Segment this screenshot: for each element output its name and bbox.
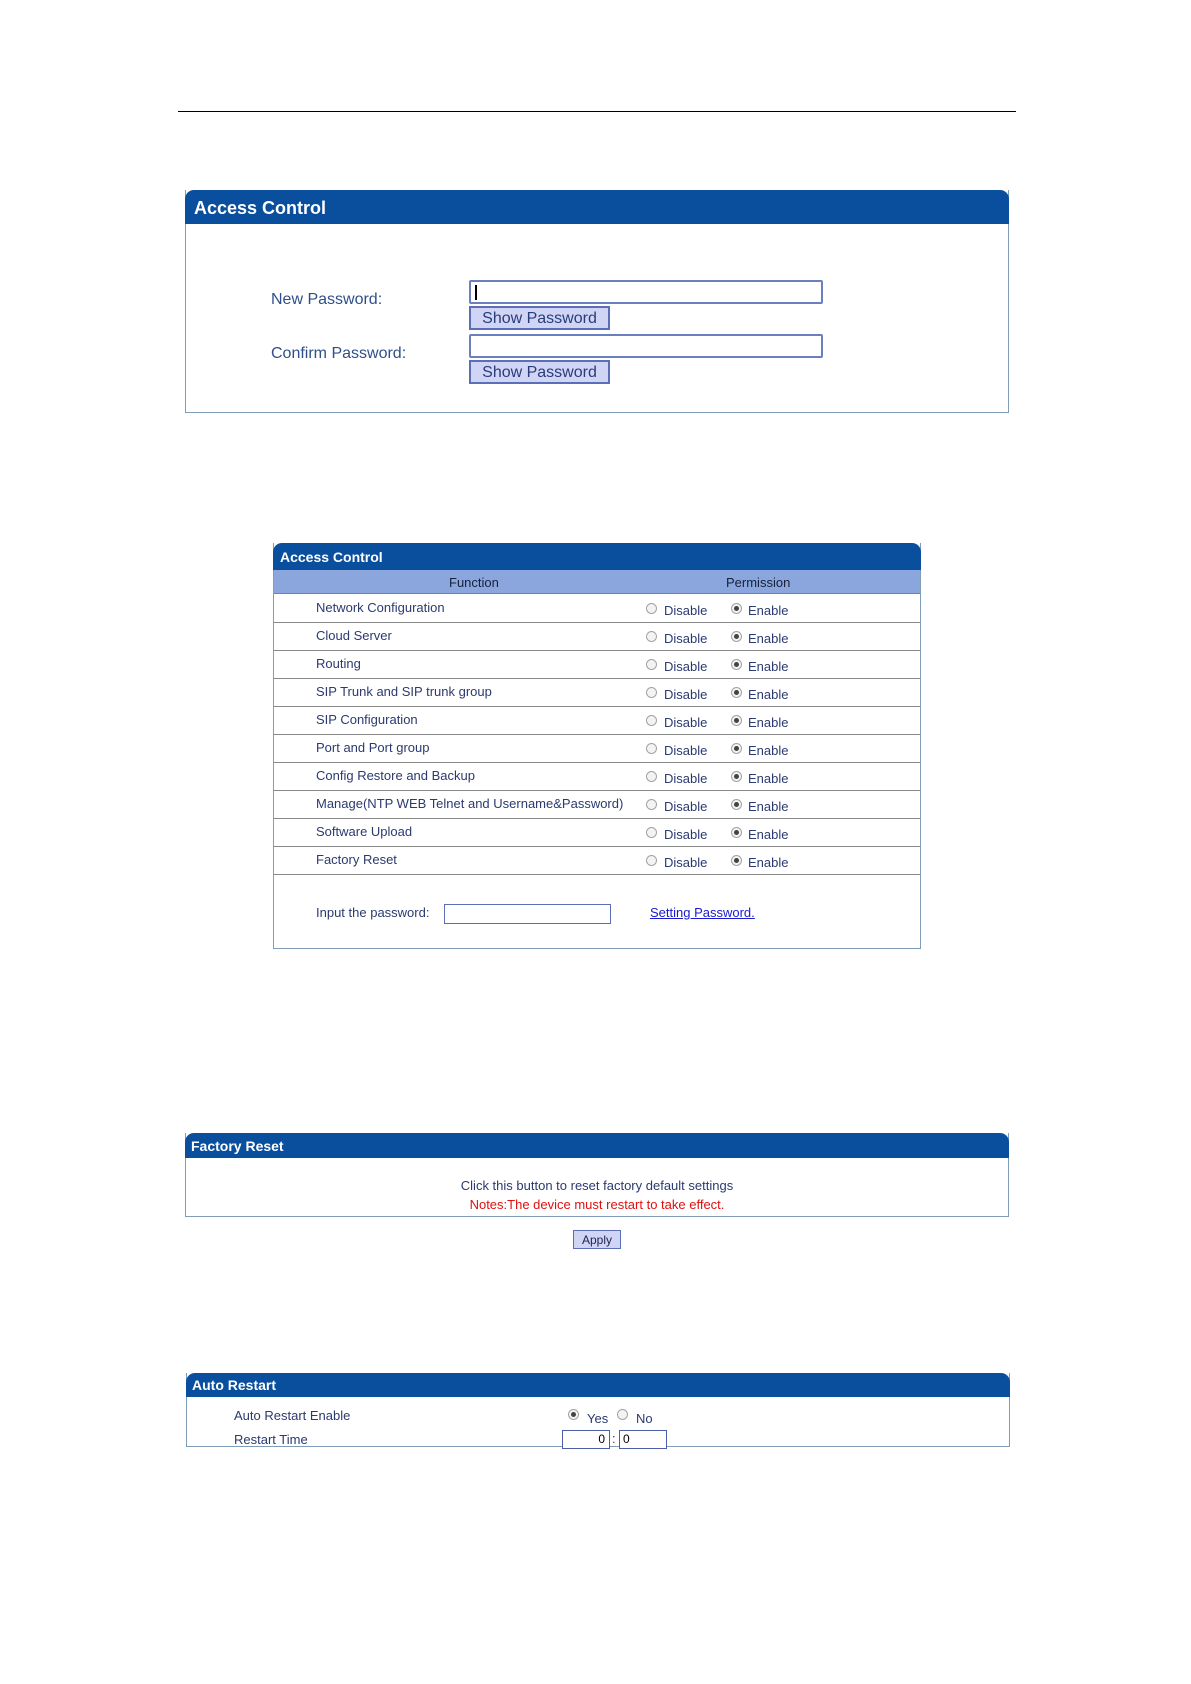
- yes-label: Yes: [587, 1411, 609, 1426]
- enable-radio[interactable]: [731, 743, 742, 754]
- table-row: [274, 679, 920, 707]
- disable-radio[interactable]: [646, 799, 657, 810]
- apply-button[interactable]: Apply: [573, 1230, 621, 1249]
- function-name: Factory Reset: [316, 852, 397, 867]
- table-row: [274, 735, 920, 763]
- table-row: [274, 763, 920, 791]
- disable-label: Disable: [664, 855, 708, 870]
- enable-label: Enable: [748, 687, 789, 702]
- enable-radio[interactable]: [731, 687, 742, 698]
- enable-radio[interactable]: [731, 631, 742, 642]
- function-name: Cloud Server: [316, 628, 392, 643]
- enable-label: Enable: [748, 743, 789, 758]
- disable-label: Disable: [664, 743, 708, 758]
- disable-label: Disable: [664, 603, 708, 618]
- table-row: [274, 595, 920, 623]
- factory-reset-panel: [185, 1133, 1009, 1217]
- no-label: No: [636, 1411, 653, 1426]
- function-name: Network Configuration: [316, 600, 445, 615]
- enable-radio[interactable]: [731, 771, 742, 782]
- auto-restart-enable-label: Auto Restart Enable: [234, 1408, 351, 1423]
- enable-label: Enable: [748, 659, 789, 674]
- permission-column-header: Permission: [726, 575, 791, 590]
- panel-title: Access Control: [273, 543, 921, 570]
- enable-label: Enable: [748, 715, 789, 730]
- disable-label: Disable: [664, 715, 708, 730]
- disable-radio[interactable]: [646, 771, 657, 782]
- table-row: [274, 847, 920, 875]
- disable-radio[interactable]: [646, 687, 657, 698]
- confirm-password-input[interactable]: [469, 334, 823, 358]
- disable-radio[interactable]: [646, 855, 657, 866]
- input-password-label: Input the password:: [316, 905, 430, 920]
- disable-radio[interactable]: [646, 659, 657, 670]
- function-name: Port and Port group: [316, 740, 430, 755]
- enable-radio[interactable]: [731, 827, 742, 838]
- yes-radio[interactable]: [568, 1409, 579, 1420]
- enable-radio[interactable]: [731, 855, 742, 866]
- panel-title: Auto Restart: [186, 1373, 1010, 1397]
- access-control-permissions-panel: [273, 543, 921, 949]
- enable-radio[interactable]: [731, 799, 742, 810]
- enable-radio[interactable]: [731, 603, 742, 614]
- access-password-input[interactable]: [444, 904, 611, 924]
- disable-radio[interactable]: [646, 743, 657, 754]
- factory-reset-description: Click this button to reset factory default settings: [460, 1178, 734, 1193]
- function-name: Software Upload: [316, 824, 413, 839]
- disable-label: Disable: [664, 659, 708, 674]
- restart-minute-input[interactable]: 0: [619, 1430, 667, 1449]
- function-name: Routing: [316, 656, 361, 671]
- show-new-password-button[interactable]: Show Password: [469, 306, 610, 330]
- function-column-header: Function: [449, 575, 499, 590]
- confirm-password-label: Confirm Password:: [271, 345, 407, 362]
- page-header-rule: [178, 111, 1016, 112]
- setting-password-link[interactable]: Setting Password.: [650, 905, 755, 920]
- disable-radio[interactable]: [646, 603, 657, 614]
- no-radio[interactable]: [617, 1409, 628, 1420]
- new-password-label: New Password:: [271, 291, 383, 308]
- disable-label: Disable: [664, 827, 708, 842]
- function-name: SIP Trunk and SIP trunk group: [316, 684, 492, 699]
- access-control-password-panel: [185, 190, 1009, 413]
- enable-label: Enable: [748, 827, 789, 842]
- text-caret: [475, 285, 477, 300]
- function-name: SIP Configuration: [316, 712, 418, 727]
- auto-restart-panel: [186, 1373, 1010, 1447]
- new-password-input[interactable]: [469, 280, 823, 304]
- table-row: [274, 819, 920, 847]
- function-name: Config Restore and Backup: [316, 768, 475, 783]
- table-row: [274, 791, 920, 819]
- disable-radio[interactable]: [646, 827, 657, 838]
- enable-radio[interactable]: [731, 715, 742, 726]
- enable-label: Enable: [748, 603, 789, 618]
- restart-hour-input[interactable]: 0: [562, 1430, 610, 1449]
- table-header: [274, 570, 920, 594]
- time-separator: :: [612, 1431, 616, 1446]
- factory-reset-note: Notes:The device must restart to take effect.: [469, 1197, 725, 1212]
- enable-label: Enable: [748, 799, 789, 814]
- disable-radio[interactable]: [646, 631, 657, 642]
- disable-label: Disable: [664, 687, 708, 702]
- disable-radio[interactable]: [646, 715, 657, 726]
- enable-radio[interactable]: [731, 659, 742, 670]
- table-row: [274, 623, 920, 651]
- enable-label: Enable: [748, 631, 789, 646]
- table-row: [274, 707, 920, 735]
- panel-title: Factory Reset: [185, 1133, 1009, 1158]
- enable-label: Enable: [748, 855, 789, 870]
- show-confirm-password-button[interactable]: Show Password: [469, 360, 610, 384]
- restart-time-label: Restart Time: [234, 1432, 308, 1447]
- table-row: [274, 651, 920, 679]
- enable-label: Enable: [748, 771, 789, 786]
- disable-label: Disable: [664, 799, 708, 814]
- disable-label: Disable: [664, 631, 708, 646]
- function-name: Manage(NTP WEB Telnet and Username&Password): [316, 796, 624, 811]
- panel-title: Access Control: [185, 190, 1009, 224]
- disable-label: Disable: [664, 771, 708, 786]
